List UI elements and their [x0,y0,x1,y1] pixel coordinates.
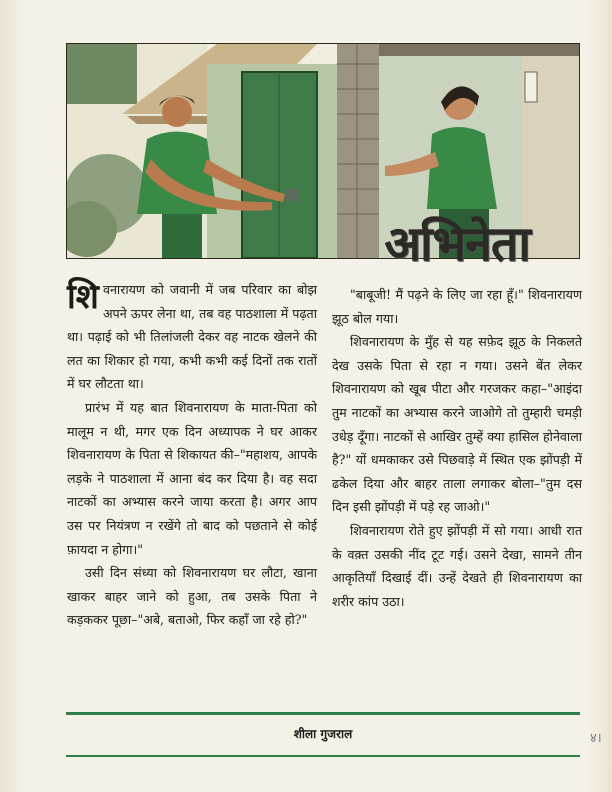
author-name: शीला गुजराल [293,727,353,741]
story-title-box [333,212,581,272]
right-column [332,283,582,613]
right-paragraph-1: "बाबूजी! मैं पढ़ने के लिए जा रहा हूँ।" शिवनारायण झूठ बोल गया। [332,287,582,326]
right-paragraph-2: शिवनारायण के मुँह से यह सफ़ेद झूठ के निकलते देख उसके पिता से रहा न गया। उसने बेंत लेकर शिवनारायण को खूब पीटा और गरजकर कहा–"आइंदा तुम नाटकों का अभ्यास करने जाओगे तो तुम्हारी चमड़ी उधेड़ दूँगा। नाटकों से आखिर तुम्हें क्या हासिल होनेवाला है?" यों धमकाकर उसे पिछवाड़े में स्थित एक झोंपड़ी में ढकेल दिया और बाहर ताला लगाकर बोला–"तुम दस दिन इसी झोंपड़ी में पड़े रह जाओ।" [332,334,582,515]
page-mark: ४। [590,731,602,746]
footer-rule-bottom [66,755,580,757]
left-column [67,278,317,632]
story-title: अभिनेता [384,215,530,272]
left-paragraph-1-text: वनारायण को जवानी में जब परिवार का बोझ अपने ऊपर लेना था, तब वह पाठशाला में पढ़ता था। पढ़ाई को भी तिलांजली देकर वह नाटक खेलने की लत का शिकार हो गया, कभी कभी कई दिनों तक रातों में घर लौटता था। [67,282,317,392]
drop-cap: शि [67,277,99,317]
left-paragraph-3: उसी दिन संध्या को शिवनारायण घर लौटा, खाना खाकर बाहर जाने को हुआ, तब उसके पिता ने कड़ककर पूछा–"अबे, बताओ, फिर कहाँ जा रहे हो?" [67,565,317,628]
left-paragraph-2: प्रारंभ में यह बात शिवनारायण के माता-पिता को मालूम न थी, मगर एक दिन अध्यापक ने घर आकर शिवनारायण के पिता से शिकायत की–"महाशय, आपके लड़के ने पाठशाला में आना बंद कर दिया है। वह सदा नाटकों का अभ्यास करने जाया करता है। अगर आप उस पर नियंत्रण न रखेंगे तो बाद को पछताने से कोई फ़ायदा न होगा।" [67,399,317,557]
left-paragraph-1 [67,278,317,396]
footer-rule-top [66,712,580,715]
right-paragraph-3: शिवनारायण रोते हुए झोंपड़ी में सो गया। आधी रात के वक़्त उसकी नींद टूट गई। उसने देखा, सामने तीन आकृतियाँ दिखाई दीं। उन्हें देखते ही शिवनारायण का शरीर कांप उठा। [332,522,582,609]
